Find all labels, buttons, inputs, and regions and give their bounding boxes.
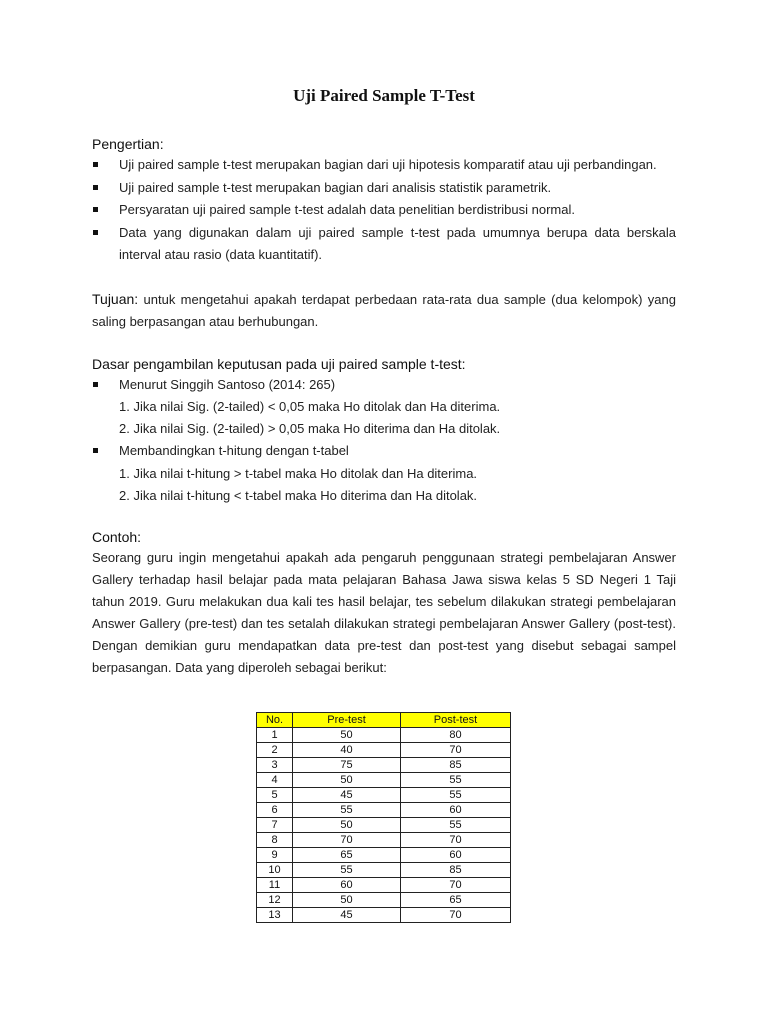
cell-pre-test: 45 <box>293 908 401 923</box>
table-row <box>257 728 511 743</box>
cell-post-test: 60 <box>401 848 511 863</box>
table-row <box>257 773 511 788</box>
table-body <box>257 728 511 923</box>
cell-post-test: 85 <box>401 758 511 773</box>
cell-post-test: 55 <box>401 773 511 788</box>
dasar-list <box>92 374 676 397</box>
cell-pre-test: 40 <box>293 743 401 758</box>
tujuan-text: untuk mengetahui apakah terdapat perbedaan rata-rata dua sample (dua kelompok) yang saling berpasangan atau berhubungan. <box>92 291 676 329</box>
cell-post-test: 70 <box>401 878 511 893</box>
square-bullet-icon <box>93 382 98 387</box>
section-tujuan <box>92 288 676 334</box>
cell-no: 5 <box>257 788 293 803</box>
pengertian-item-text: Uji paired sample t-test merupakan bagian dari uji hipotesis komparatif atau uji perbandingan. <box>119 157 657 172</box>
dasar-group <box>92 374 676 397</box>
cell-no: 4 <box>257 773 293 788</box>
pengertian-item <box>92 154 676 177</box>
cell-post-test: 80 <box>401 728 511 743</box>
cell-no: 9 <box>257 848 293 863</box>
dasar-sub-item: 1. Jika nilai t-hitung > t-tabel maka Ho ditolak dan Ha diterima. <box>119 465 478 481</box>
cell-post-test: 70 <box>401 833 511 848</box>
cell-pre-test: 50 <box>293 893 401 908</box>
pengertian-item <box>92 177 676 200</box>
table-row <box>257 848 511 863</box>
table-row <box>257 893 511 908</box>
cell-pre-test: 70 <box>293 833 401 848</box>
cell-post-test: 65 <box>401 893 511 908</box>
table-row <box>257 908 511 923</box>
pengertian-item-text: Data yang digunakan dalam uji paired sample t-test pada umumnya berupa data berskala interval atau rasio (data kuantitatif). <box>119 224 676 262</box>
data-table <box>256 712 511 923</box>
dasar-list <box>92 440 676 463</box>
cell-post-test: 70 <box>401 743 511 758</box>
contoh-heading: Contoh: <box>92 528 142 545</box>
cell-post-test: 55 <box>401 818 511 833</box>
dasar-group <box>92 440 676 463</box>
cell-post-test: 55 <box>401 788 511 803</box>
cell-no: 10 <box>257 863 293 878</box>
cell-pre-test: 55 <box>293 863 401 878</box>
cell-pre-test: 50 <box>293 818 401 833</box>
square-bullet-icon <box>93 207 98 212</box>
square-bullet-icon <box>93 185 98 190</box>
pengertian-heading: Pengertian: <box>92 136 164 152</box>
cell-no: 1 <box>257 728 293 743</box>
cell-post-test: 70 <box>401 908 511 923</box>
table-row <box>257 788 511 803</box>
document-content <box>92 82 676 679</box>
header-pre-test: Pre-test <box>293 713 401 728</box>
dasar-heading: Dasar pengambilan keputusan pada uji paired sample t-test: <box>92 355 466 372</box>
cell-pre-test: 50 <box>293 773 401 788</box>
dasar-sub-item: 2. Jika nilai Sig. (2-tailed) > 0,05 maka Ho diterima dan Ha ditolak. <box>119 421 501 436</box>
dasar-group-label: Menurut Singgih Santoso (2014: 265) <box>119 376 336 392</box>
pengertian-item-text: Uji paired sample t-test merupakan bagian dari analisis statistik parametrik. <box>119 179 552 195</box>
section-pengertian <box>92 134 676 267</box>
cell-no: 8 <box>257 833 293 848</box>
cell-pre-test: 45 <box>293 788 401 803</box>
square-bullet-icon <box>93 448 98 453</box>
dasar-sub-item: 2. Jika nilai t-hitung < t-tabel maka Ho diterima dan Ha ditolak. <box>119 487 478 503</box>
table-row <box>257 818 511 833</box>
table-row <box>257 758 511 773</box>
square-bullet-icon <box>93 230 98 235</box>
table-row <box>257 803 511 818</box>
cell-no: 11 <box>257 878 293 893</box>
tujuan-label: Tujuan: <box>92 290 139 307</box>
pengertian-list <box>92 154 676 267</box>
dasar-sublist <box>92 463 676 507</box>
cell-pre-test: 75 <box>293 758 401 773</box>
cell-no: 13 <box>257 908 293 923</box>
cell-post-test: 60 <box>401 803 511 818</box>
table-row <box>257 743 511 758</box>
cell-pre-test: 55 <box>293 803 401 818</box>
section-contoh <box>92 527 676 679</box>
contoh-text: Seorang guru ingin mengetahui apakah ada pengaruh penggunaan strategi pembelajaran Answer Gallery terhadap hasil belajar pada mata pelajaran Bahasa Jawa siswa kelas 5 SD Negeri 1 Taji tahun 2019. Guru melakukan dua kali tes hasil belajar, tes sebelum dilakukan strategi pembelajaran Answer Gallery (pre-test) dan tes setalah dilakukan strategi pembelajaran Answer Gallery (post-test). Dengan demikian guru mendapatkan data pre-test dan post-test yang disebut sebagai sampel berpasangan. Data yang diperoleh sebagai berikut: <box>92 549 676 675</box>
table-header-row <box>257 713 511 728</box>
pengertian-item <box>92 199 676 222</box>
cell-pre-test: 65 <box>293 848 401 863</box>
header-no: No. <box>257 713 293 728</box>
section-dasar <box>92 354 676 507</box>
table-row <box>257 878 511 893</box>
pengertian-item-text: Persyaratan uji paired sample t-test adalah data penelitian berdistribusi normal. <box>119 202 575 217</box>
square-bullet-icon <box>93 162 98 167</box>
header-post-test: Post-test <box>401 713 511 728</box>
cell-post-test: 85 <box>401 863 511 878</box>
cell-no: 7 <box>257 818 293 833</box>
cell-no: 3 <box>257 758 293 773</box>
cell-pre-test: 60 <box>293 878 401 893</box>
dasar-sublist <box>92 396 676 440</box>
cell-no: 6 <box>257 803 293 818</box>
page-title: Uji Paired Sample T-Test <box>293 86 475 105</box>
cell-no: 12 <box>257 893 293 908</box>
dasar-sub-item: 1. Jika nilai Sig. (2-tailed) < 0,05 maka Ho ditolak dan Ha diterima. <box>119 399 501 414</box>
cell-no: 2 <box>257 743 293 758</box>
table-row <box>257 863 511 878</box>
cell-pre-test: 50 <box>293 728 401 743</box>
dasar-group-label: Membandingkan t-hitung dengan t-tabel <box>119 443 349 458</box>
table-row <box>257 833 511 848</box>
pengertian-item <box>92 222 676 267</box>
